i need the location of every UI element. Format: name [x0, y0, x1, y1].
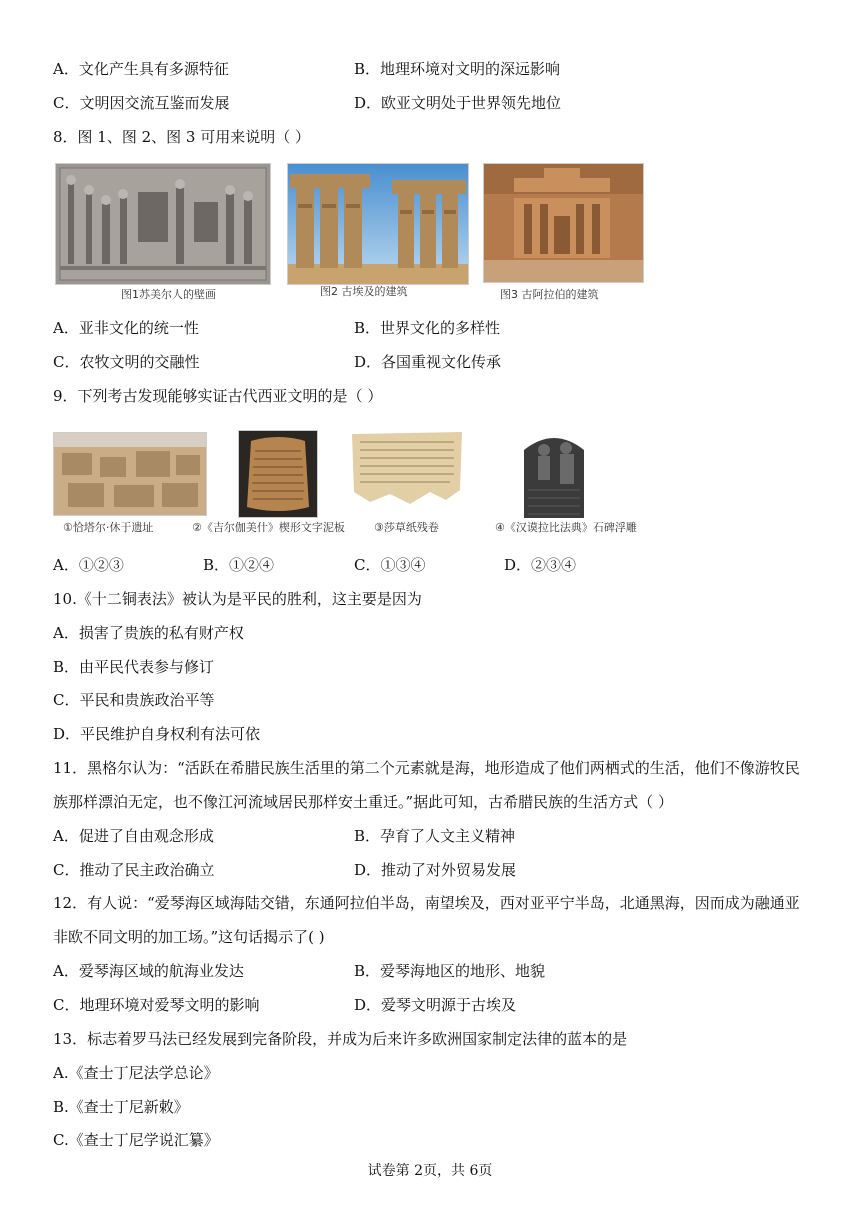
sumerian-relief-image — [55, 163, 271, 285]
q9-caption-4: ④《汉谟拉比法典》石碑浮雕 — [495, 521, 637, 534]
q11-option-d: D．推动了对外贸易发展 — [354, 861, 517, 879]
page-footer: 试卷第 2页，共 6页 — [367, 1163, 493, 1179]
q9-stem: 9．下列考古发现能够实证古代西亚文明的是（ ） — [53, 387, 383, 405]
q13-option-b: B.《查士丁尼新敕》 — [53, 1098, 189, 1116]
q12-stem-line2: 非欧不同文明的加工场。”这句话揭示了( ) — [53, 928, 325, 946]
catalhoyuk-site-image — [53, 432, 207, 516]
q13-stem: 13．标志着罗马法已经发展到完备阶段，并成为后来许多欧洲国家制定法律的蓝本的是 — [53, 1030, 628, 1048]
cuneiform-tablet-image — [238, 430, 318, 518]
q10-option-c: C．平民和贵族政治平等 — [53, 691, 215, 709]
q12-option-c: C．地理环境对爱琴文明的影响 — [53, 996, 260, 1014]
q9-option-a: A．①②③ — [53, 556, 124, 574]
arabian-building-image — [483, 163, 644, 283]
q9-option-d: D．②③④ — [504, 556, 577, 574]
q9-caption-1: ①恰塔尔·休于遗址 — [63, 521, 154, 534]
q11-stem-line2: 族那样漂泊无定，也不像江河流域居民那样安土重迁。”据此可知，古希腊民族的生活方式（ ） — [53, 793, 673, 811]
q9-caption-2: ②《吉尔伽美什》楔形文字泥板 — [192, 521, 345, 534]
q7-option-c: C．文明因交流互鉴而发展 — [53, 94, 230, 112]
fig1-caption: 图1苏美尔人的壁画 — [121, 288, 216, 301]
q10-stem: 10.《十二铜表法》被认为是平民的胜利，这主要是因为 — [53, 590, 422, 608]
q9-option-b: B．①②④ — [203, 556, 275, 574]
q8-option-c: C．农牧文明的交融性 — [53, 353, 200, 371]
q13-option-c: C.《查士丁尼学说汇纂》 — [53, 1131, 219, 1149]
fig3-caption: 图3 古阿拉伯的建筑 — [500, 288, 599, 301]
q13-option-a: A.《查士丁尼法学总论》 — [53, 1064, 219, 1082]
q8-option-a: A．亚非文化的统一性 — [53, 319, 199, 337]
q9-option-c: C．①③④ — [354, 556, 426, 574]
q12-option-b: B．爱琴海地区的地形、地貌 — [354, 962, 546, 980]
q11-option-c: C．推动了民主政治确立 — [53, 861, 215, 879]
q8-option-b: B．世界文化的多样性 — [354, 319, 501, 337]
q12-option-d: D．爱琴文明源于古埃及 — [354, 996, 517, 1014]
q7-option-a: A．文化产生具有多源特征 — [53, 60, 229, 78]
q11-option-b: B．孕育了人文主义精神 — [354, 827, 516, 845]
hammurabi-stele-image — [516, 428, 592, 518]
q8-option-d: D．各国重视文化传承 — [354, 353, 502, 371]
q7-option-b: B．地理环境对文明的深远影响 — [354, 60, 561, 78]
q10-option-b: B．由平民代表参与修订 — [53, 658, 215, 676]
q9-caption-3: ③莎草纸残卷 — [374, 521, 439, 534]
fig2-caption: 图2 古埃及的建筑 — [320, 285, 408, 298]
q8-stem: 8．图 1、图 2、图 3 可用来说明（ ） — [53, 128, 311, 146]
q10-option-d: D．平民维护自身权利有法可依 — [53, 725, 261, 743]
q12-option-a: A．爱琴海区域的航海业发达 — [53, 962, 244, 980]
q10-option-a: A．损害了贵族的私有财产权 — [53, 624, 244, 642]
papyrus-fragment-image — [350, 430, 464, 506]
q11-option-a: A．促进了自由观念形成 — [53, 827, 214, 845]
q11-stem-line1: 11．黑格尔认为：“活跃在希腊民族生活里的第二个元素就是海，地形造成了他们两栖式的生活，他们不像游牧民 — [53, 759, 800, 777]
egyptian-temple-image — [287, 163, 469, 285]
q12-stem-line1: 12．有人说：“爱琴海区域海陆交错，东通阿拉伯半岛，南望埃及，西对亚平宁半岛，北通黑海，因而成为融通亚 — [53, 894, 800, 912]
q7-option-d: D．欧亚文明处于世界领先地位 — [354, 94, 562, 112]
